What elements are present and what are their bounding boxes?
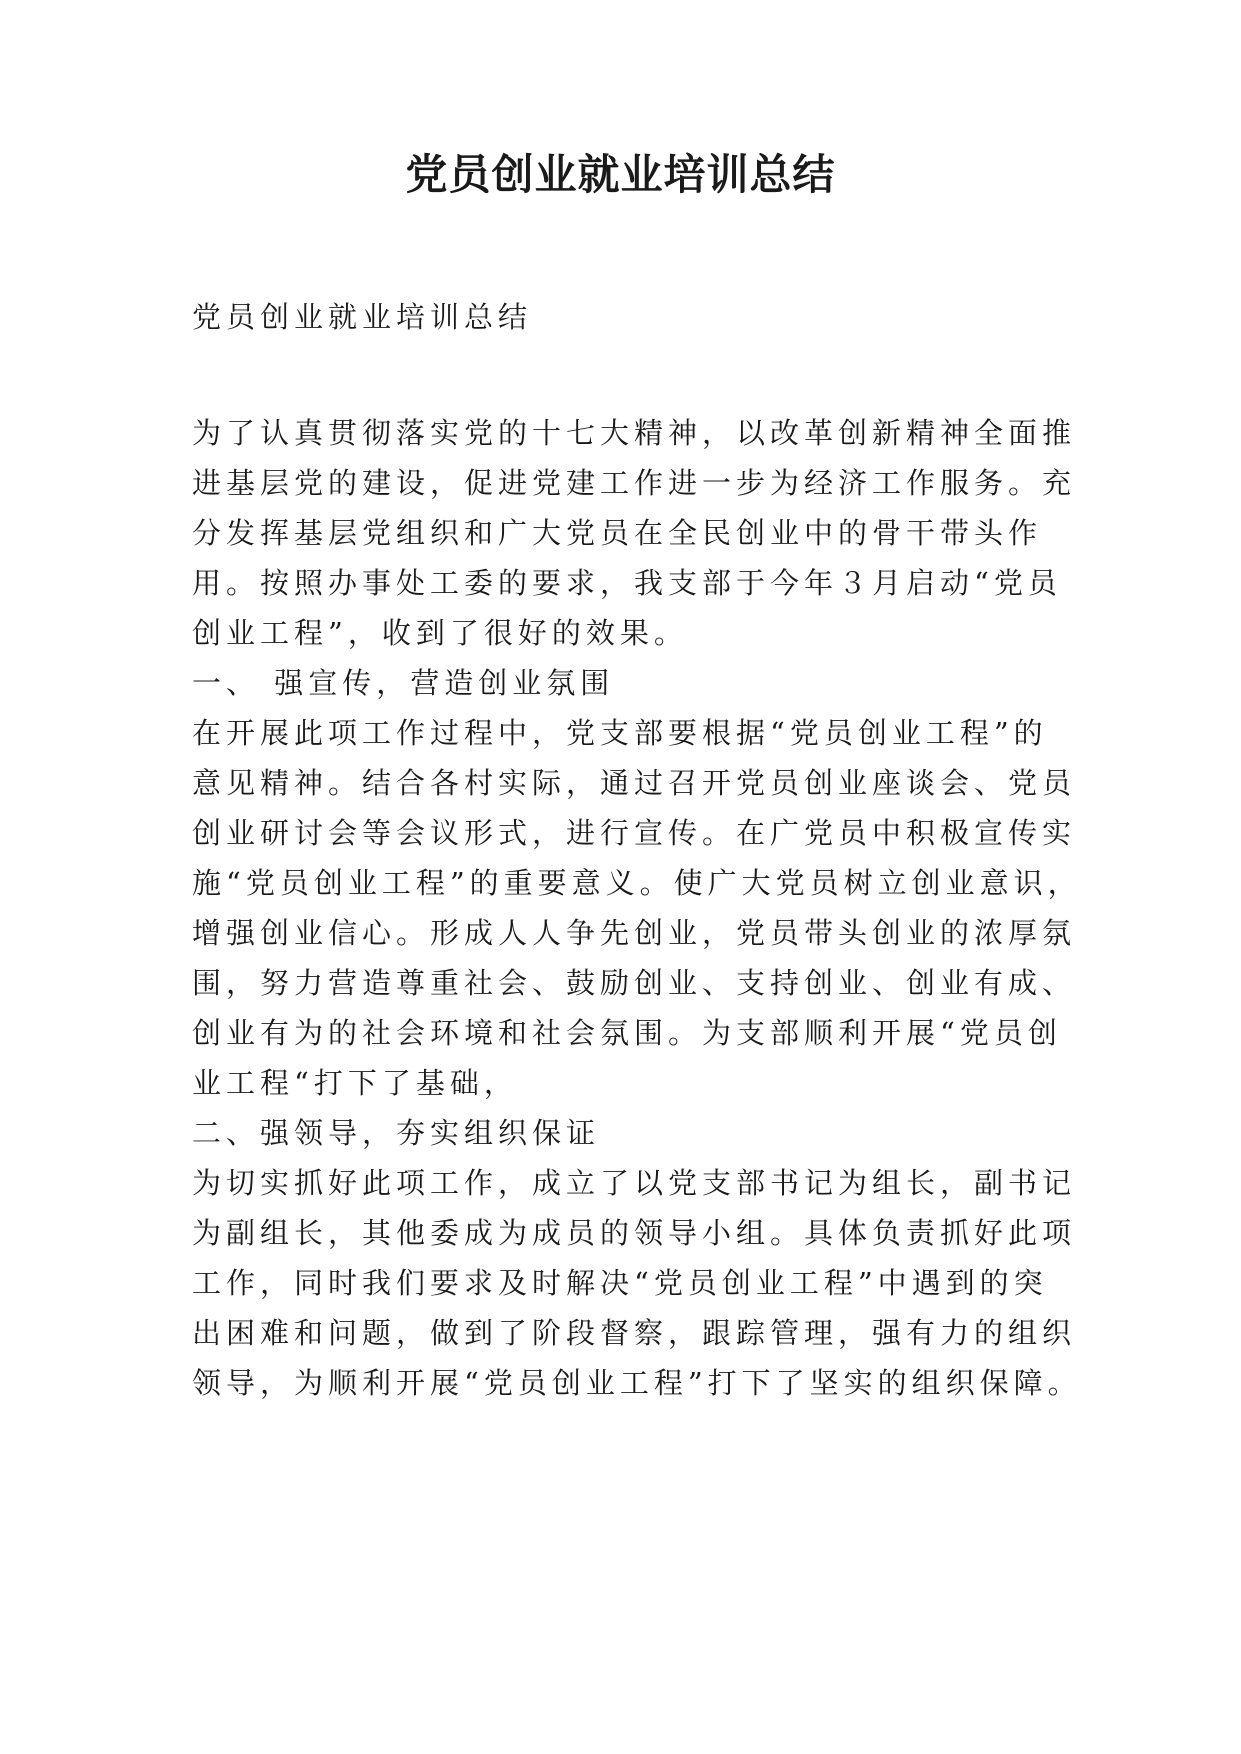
section-heading-2: 二、强领导，夯实组织保证 [192,1116,601,1150]
body-line: 进基层党的建设，促进党建工作进一步为经济工作服务。充 [192,466,1077,500]
body-line: 分发挥基层党组织和广大党员在全民创业中的骨干带头作 [192,516,1043,550]
body-line: 领导，为顺利开展“党员创业工程”打下了坚实的组织保障。 [192,1366,1082,1400]
document-subtitle: 党员创业就业培训总结 [192,300,533,334]
body-line: 创业研讨会等会议形式，进行宣传。在广党员中积极宣传实 [192,816,1077,850]
body-line: 创业工程”，收到了很好的效果。 [192,616,688,650]
body-line: 为副组长，其他委成为成员的领导小组。具体负责抓好此项 [192,1216,1077,1250]
body-line: 为了认真贯彻落实党的十七大精神，以改革创新精神全面推 [192,416,1077,450]
section-heading-1: 一、 强宣传，营造创业氛围 [192,666,615,700]
document-body [192,408,1082,1408]
document-title: 党员创业就业培训总结 [405,150,836,199]
body-line: 用。按照办事处工委的要求，我支部于今年３月启动“党员 [192,566,1062,600]
body-line: 出困难和问题，做到了阶段督察，跟踪管理，强有力的组织 [192,1316,1077,1350]
body-line: 意见精神。结合各村实际，通过召开党员创业座谈会、党员 [192,766,1077,800]
body-line: 在开展此项工作过程中，党支部要根据“党员创业工程”的 [192,716,1048,750]
body-line: 施“党员创业工程”的重要意义。使广大党员树立创业意识， [192,866,1082,900]
body-line: 业工程“打下了基础， [192,1066,518,1100]
body-line: 围，努力营造尊重社会、鼓励创业、支持创业、创业有成、 [192,966,1077,1000]
body-line: 为切实抓好此项工作，成立了以党支部书记为组长，副书记 [192,1166,1077,1200]
body-line: 创业有为的社会环境和社会氛围。为支部顺利开展“党员创 [192,1016,1062,1050]
body-line: 增强创业信心。形成人人争先创业，党员带头创业的浓厚氛 [192,916,1077,950]
body-line: 工作，同时我们要求及时解决“党员创业工程”中遇到的突 [192,1266,1048,1300]
